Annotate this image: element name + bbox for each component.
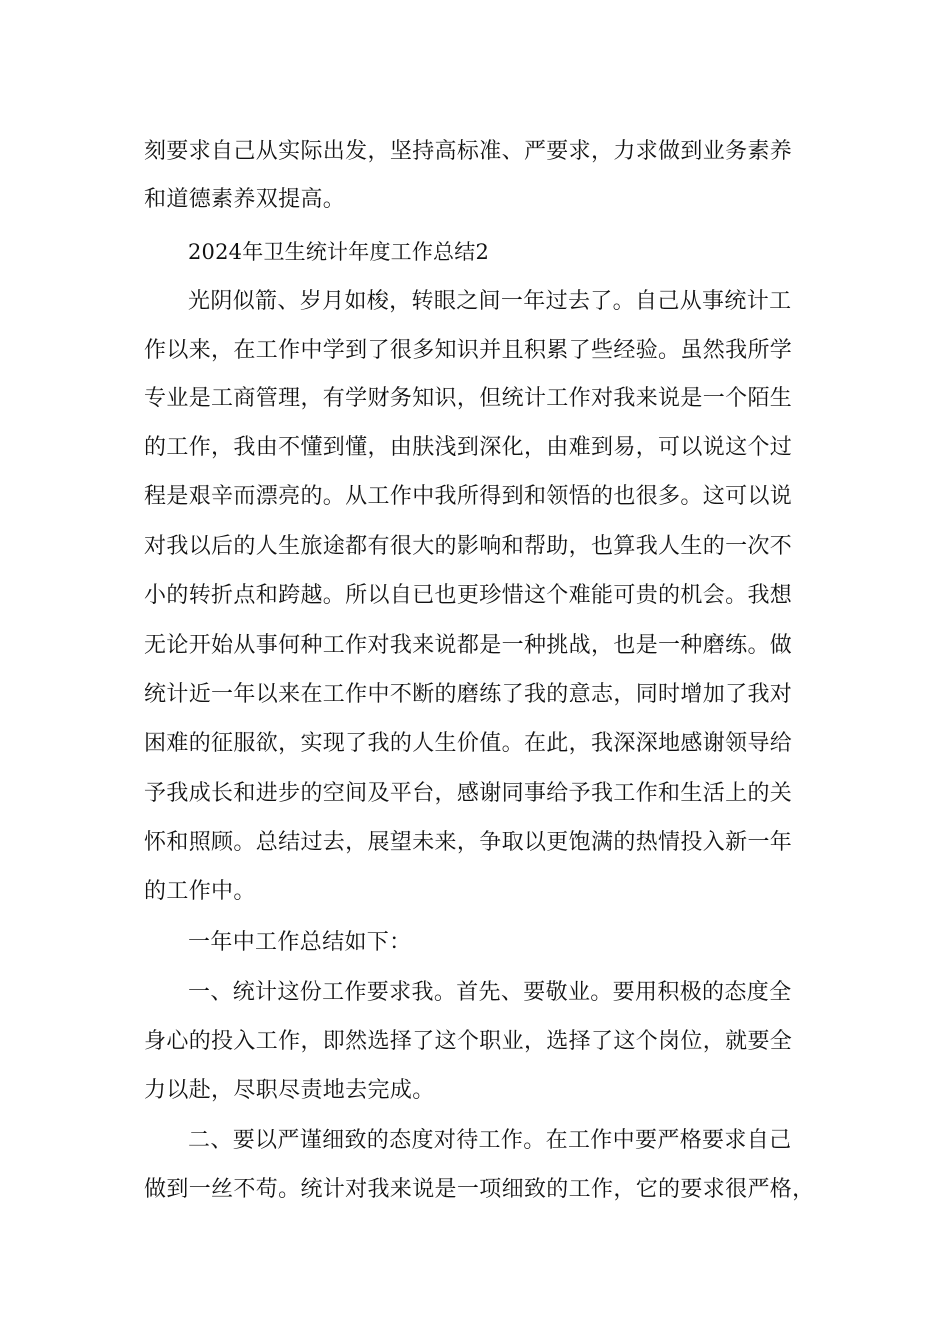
body-text-line: 的工作，我由不懂到懂，由肤浅到深化，由难到易，可以说这个过 — [144, 435, 793, 460]
body-text-line: 统计近一年以来在工作中不断的磨练了我的意志，同时增加了我对 — [144, 682, 793, 707]
body-text-line: 一、统计这份工作要求我。首先、要敬业。要用积极的态度全 — [188, 980, 792, 1005]
body-text-line: 二、要以严谨细致的态度对待工作。在工作中要严格要求自己 — [188, 1128, 792, 1153]
body-text-line: 和道德素养双提高。 — [144, 187, 346, 212]
body-text-line: 小的转折点和跨越。所以自已也更珍惜这个难能可贵的机会。我想 — [144, 583, 793, 608]
body-text-line: 做到一丝不苟。统计对我来说是一项细致的工作，它的要求很严格， — [144, 1177, 815, 1202]
body-text-line: 的工作中。 — [144, 879, 256, 904]
body-text-line: 一年中工作总结如下： — [188, 930, 412, 955]
body-text-line: 身心的投入工作，即然选择了这个职业，选择了这个岗位，就要全 — [144, 1029, 793, 1054]
body-text-line: 光阴似箭、岁月如梭，转眼之间一年过去了。自己从事统计工 — [188, 289, 792, 314]
body-text-line: 力以赴，尽职尽责地去完成。 — [144, 1078, 435, 1103]
body-text-line: 困难的征服欲，实现了我的人生价值。在此，我深深地感谢领导给 — [144, 731, 793, 756]
body-text-line: 无论开始从事何种工作对我来说都是一种挑战，也是一种磨练。做 — [144, 633, 793, 658]
body-text-line: 程是艰辛而漂亮的。从工作中我所得到和领悟的也很多。这可以说 — [144, 484, 793, 509]
body-text-line: 作以来，在工作中学到了很多知识并且积累了些经验。虽然我所学 — [144, 338, 793, 363]
body-text-line: 予我成长和进步的空间及平台，感谢同事给予我工作和生活上的关 — [144, 781, 793, 806]
body-text-line: 专业是工商管理，有学财务知识，但统计工作对我来说是一个陌生 — [144, 386, 793, 411]
body-text-line: 对我以后的人生旅途都有很大的影响和帮助，也算我人生的一次不 — [144, 534, 793, 559]
body-text-line: 怀和照顾。总结过去，展望未来，争取以更饱满的热情投入新一年 — [144, 830, 793, 855]
body-text-line: 刻要求自己从实际出发，坚持高标准、严要求，力求做到业务素养 — [144, 139, 793, 164]
section-title: 2024年卫生统计年度工作总结2 — [188, 240, 490, 264]
